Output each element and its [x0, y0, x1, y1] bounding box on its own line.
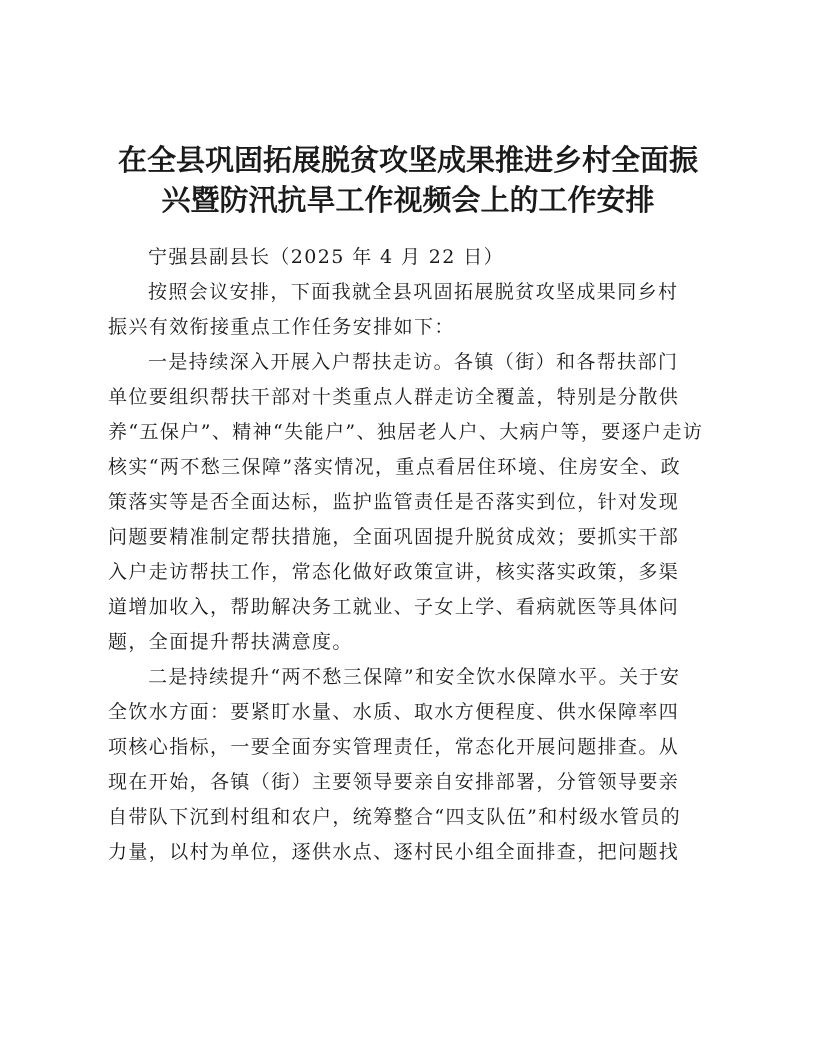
paragraph-line: 策落实等是否全面达标，监护监管责任是否落实到位，针对发现 [108, 491, 680, 513]
paragraph-line: 项核心指标，一要全面夯实管理责任，常态化开展问题排查。从 [108, 736, 680, 758]
paragraph-item-1 [108, 345, 708, 660]
paragraph-line: 现在开始，各镇（街）主要领导要亲自安排部署，分管领导要亲 [108, 771, 680, 793]
paragraph-line: 全饮水方面：要紧盯水量、水质、取水方便程度、供水保障率四 [108, 701, 680, 723]
paragraph-line: 单位要组织帮扶干部对十类重点人群走访全覆盖，特别是分散供 [108, 386, 680, 408]
paragraph-line: 入户走访帮扶工作，常态化做好政策宣讲，核实落实政策，多渠 [108, 561, 680, 583]
paragraph-item-2 [108, 660, 708, 870]
paragraph-line: 一是持续深入开展入户帮扶走访。各镇（街）和各帮扶部门 [148, 351, 679, 373]
paragraph-line: 力量，以村为单位，逐供水点、逐村民小组全面排查，把问题找 [108, 841, 680, 863]
paragraph-line: 振兴有效衔接重点工作任务安排如下： [108, 316, 455, 338]
title-line-2: 兴暨防汛抗旱工作视频会上的工作安排 [161, 183, 655, 217]
paragraph-line: 二是持续提升“两不愁三保障”和安全饮水保障水平。关于安 [148, 666, 681, 688]
paragraph-line: 题，全面提升帮扶满意度。 [108, 631, 353, 653]
document-page [108, 140, 708, 870]
title-line-1: 在全县巩固拓展脱贫攻坚成果推进乡村全面振 [117, 143, 698, 177]
byline: 宁强县副县长（2025 年 4 月 22 日） [148, 246, 505, 268]
paragraph-line: 道增加收入，帮助解决务工就业、子女上学、看病就医等具体问 [108, 596, 680, 618]
paragraph-line: 按照会议安排，下面我就全县巩固拓展脱贫攻坚成果同乡村 [148, 281, 679, 303]
document-title [108, 140, 708, 220]
paragraph-line: 问题要精准制定帮扶措施，全面巩固提升脱贫成效；要抓实干部 [108, 526, 680, 548]
paragraph-line: 核实“两不愁三保障”落实情况，重点看居住环境、住房安全、政 [108, 456, 682, 478]
paragraph-line: 自带队下沉到村组和农户，统筹整合“四支队伍”和村级水管员的 [108, 806, 682, 828]
paragraph-intro [108, 275, 708, 345]
paragraph-line: 养“五保户”、精神“失能户”、独居老人户、大病户等，要逐户走访 [108, 421, 704, 443]
